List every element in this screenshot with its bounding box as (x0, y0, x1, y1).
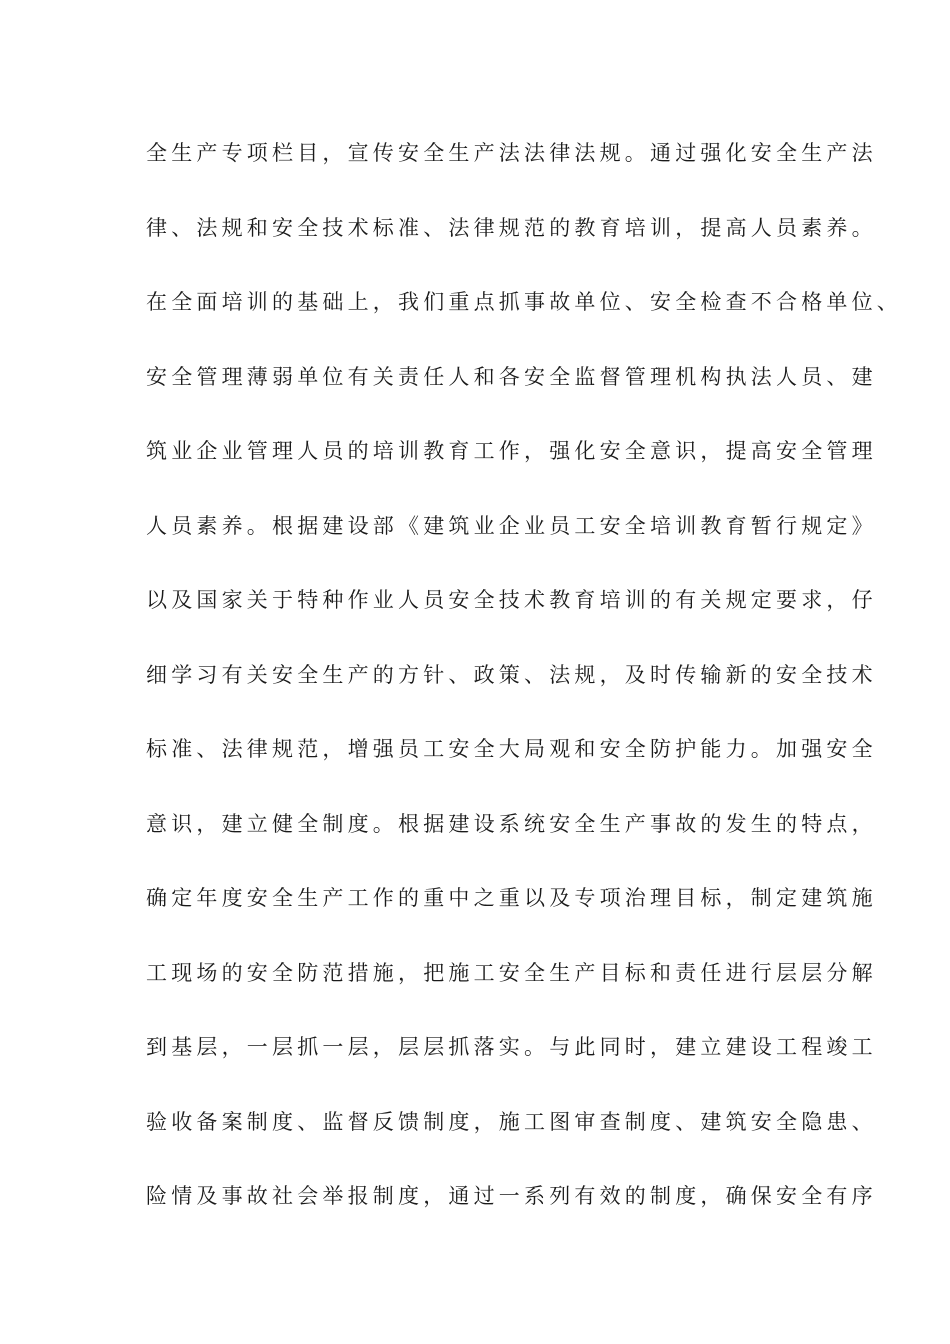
text-line: 在全面培训的基础上，我们重点抓事故单位、安全检查不合格单位、 (146, 290, 902, 314)
text-line: 筑业企业管理人员的培训教育工作，强化安全意识，提高安全管理 (146, 439, 877, 463)
text-line: 人员素养。根据建设部《建筑业企业员工安全培训教育暂行规定》 (146, 513, 877, 538)
text-line: 以及国家关于特种作业人员安全技术教育培训的有关规定要求，仔 (146, 588, 877, 612)
text-line: 意识，建立健全制度。根据建设系统安全生产事故的发生的特点， (146, 811, 877, 836)
text-line: 验收备案制度、监督反馈制度，施工图审查制度、建筑安全隐患、 (146, 1109, 877, 1134)
text-line: 细学习有关安全生产的方针、政策、法规，及时传输新的安全技术 (146, 662, 877, 687)
text-line: 确定年度安全生产工作的重中之重以及专项治理目标，制定建筑施 (146, 886, 877, 910)
text-line: 工现场的安全防范措施，把施工安全生产目标和责任进行层层分解 (146, 960, 877, 985)
text-line: 安全管理薄弱单位有关责任人和各安全监督管理机构执法人员、建 (146, 364, 877, 389)
text-line: 全生产专项栏目，宣传安全生产法法律法规。通过强化安全生产法 (146, 141, 877, 165)
text-line: 到基层，一层抓一层，层层抓落实。与此同时，建立建设工程竣工 (146, 1035, 877, 1059)
body-text (146, 130, 902, 1248)
text-line: 险情及事故社会举报制度，通过一系列有效的制度，确保安全有序 (146, 1184, 877, 1208)
text-line: 标准、法律规范，增强员工安全大局观和安全防护能力。加强安全 (146, 737, 877, 761)
text-line: 律、法规和安全技术标准、法律规范的教育培训，提高人员素养。 (146, 215, 877, 240)
